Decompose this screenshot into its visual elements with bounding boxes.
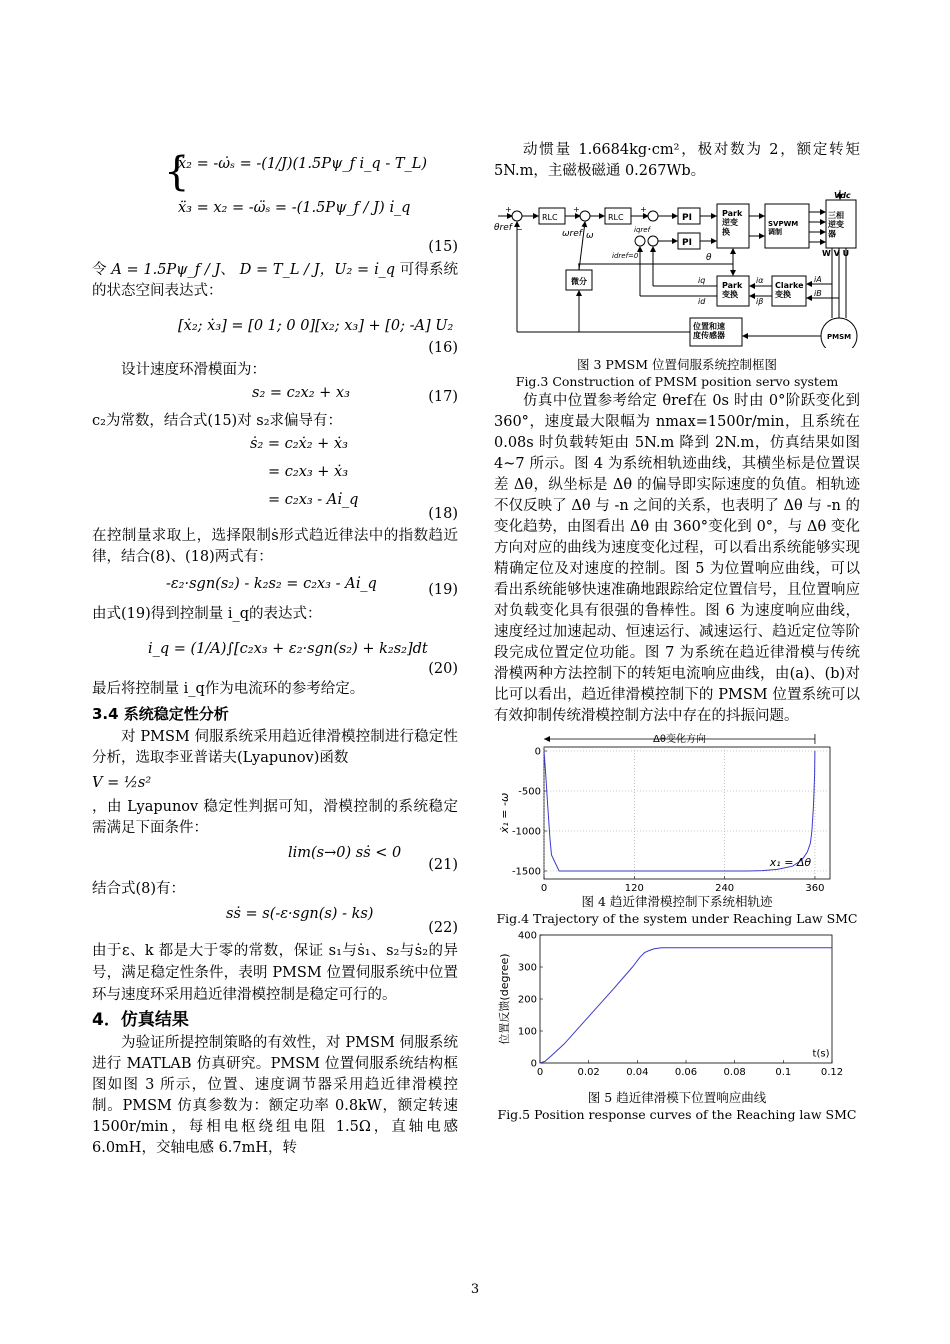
conclusion-text: 由于ε、k 都是大于零的常数，保证 s₁与ṡ₁、s₂与ṡ₂的异号，满足稳定性条件，表明 PMSM 位置伺服系统中位置环与速度环采用趋近律滑模控制是稳定可行的。	[92, 943, 458, 1003]
combine-text: 结合式(8)有：	[92, 881, 186, 897]
label-sensor: 位置和速度传感器	[693, 322, 725, 341]
def-a: A = 1.5Pψ_f / J	[111, 262, 221, 278]
x-tick-label: 0.04	[626, 1067, 649, 1078]
def-suffix: 可得系统的状态空间表达式：	[92, 262, 459, 299]
eq18-line3: = c₂x₃ - Ai̇_q	[268, 492, 359, 508]
equation-18	[92, 432, 458, 526]
label-iqref: iqref	[634, 226, 651, 234]
iq-text: 由式(19)得到控制量 i_q的表达式：	[92, 606, 322, 622]
x-axis-label: t(s)	[812, 1048, 830, 1060]
label-park: Park 变换	[722, 281, 743, 300]
equation-17	[92, 381, 458, 411]
eq18-number: (18)	[428, 506, 458, 522]
y-tick-label: -1000	[511, 826, 541, 838]
label-plus-1: +	[505, 205, 512, 214]
label-omega: ω	[586, 231, 594, 241]
eq22-body: sṡ = s(-ε·sgn(s) - ks)	[226, 906, 374, 922]
label-rlc-1: RLC	[542, 213, 558, 222]
x-tick-label: 360	[805, 883, 825, 893]
right-column	[494, 140, 860, 1123]
eq18-line1: ṡ₂ = c₂ẋ₂ + ẋ₃	[250, 436, 348, 452]
label-rlc-2: RLC	[608, 213, 624, 222]
motor-params-text: 动惯量 1.6684kg·cm²，极对数为 2，额定转矩 5N.m，主磁极磁通 0.267Wb。	[494, 142, 860, 179]
label-pi-1: PI	[682, 213, 692, 223]
fig5-caption-cn: 图 5 趋近律滑模下位置响应曲线	[587, 1090, 767, 1105]
y-tick-label: -500	[518, 786, 541, 798]
eq21-number: (21)	[428, 857, 458, 873]
eq15-number: (15)	[428, 239, 458, 255]
section-3-4-heading: 3.4 系统稳定性分析	[92, 705, 229, 723]
eq16-number: (16)	[428, 340, 458, 356]
label-theta: θ	[706, 253, 712, 263]
equation-19	[92, 568, 458, 604]
left-column	[92, 140, 458, 1159]
label-ialpha: iα	[756, 276, 764, 285]
def-d: D = T_L / J	[239, 262, 320, 278]
x-tick-label: 120	[624, 883, 644, 893]
equation-15: { ẋ₂ = -ω̇ₛ = -(1/J)(1.5Pψ_f i_q - T_L) ẍ₃ = x₂ = -ω̈ₛ = -(1.5Pψ_f / J) i̇_q (15)	[92, 140, 458, 240]
sum-junction-3	[648, 211, 658, 221]
stability-text-1: 对 PMSM 伺服系统采用趋近律滑模控制进行稳定性分析，选取李亚普诺夫(Lyapunov)函数	[92, 729, 458, 766]
eq17-body: s₂ = c₂x₂ + x₃	[252, 385, 350, 401]
eq17-number: (17)	[428, 389, 458, 405]
fig3-caption-en: Fig.3 Construction of PMSM position servo system	[515, 374, 839, 389]
lyapunov-function	[92, 769, 458, 797]
equation-22	[92, 900, 458, 940]
fig3-caption-cn: 图 3 PMSM 位置伺服系统控制框图	[577, 357, 777, 372]
y-tick-label: -1500	[511, 866, 541, 878]
design-text: 设计速度环滑模面为：	[121, 362, 266, 378]
section-4-heading: 4．仿真结果	[92, 1010, 189, 1030]
simulation-text: 为验证所提控制策略的有效性，对 PMSM 伺服系统进行 MATLAB 仿真研究。PMSM 位置伺服系统结构框图如图 3 所示，位置、速度调节器采用趋近律滑模控制。PMSM 仿真参数为：额定功率 0.8kW，额定转速 1500r/min，每相电枢绕组电阻 1.5Ω，直轴电感 6.0mH，交轴电感 6.7mH，转	[92, 1035, 458, 1156]
x-tick-label: 0.1	[775, 1067, 792, 1078]
label-wvu: W V U	[822, 249, 850, 258]
c2-text: c₂为常数，结合式(15)对 s₂求偏导有：	[92, 413, 343, 429]
sum-junction-5	[648, 236, 658, 246]
final-text: 最后将控制量 i_q作为电流环的参考给定。	[92, 681, 365, 697]
y-tick-label: 0	[530, 1058, 537, 1070]
simulation-results-text: 仿真中位置参考给定 θref在 0s 时由 0°阶跃变化到 360°，速度最大限幅为 nmax=1500r/min，且系统在 0.08s 时负载转矩由 5N.m 降到 2N.m，仿真结果如图 4~7 所示。图 4 为系统相轨迹曲线，其横坐标是位置误差 Δθ，纵坐标是 Δθ 的偏导即实际速度的负值。相轨迹不仅反映了 Δθ 与 -n 之间的关系，也表明了 Δθ 与 -n 的变化趋势，由图看出 Δθ 由 360°变化到 0°，与 Δθ 变化方向对应的曲线为速度变化过程，可以看出系统能够实现精确定位及对速度的控制。图 5 为位置响应曲线，可以看出系统能够快速准确地跟踪给定位置信号，且位置响应对负载变化具有很强的鲁棒性。图 6 为速度响应曲线，速度经过加速起动、恒速运行、减速运行、趋近定位等阶段完成位置定位功能。图 7 为系统在趋近律滑模与传统滑模两种方法控制下的转矩电流响应曲线，由(a)、(b)对比可以看出，趋近律滑模控制下的 PMSM 位置系统可以有效抑制传统滑模控制方法中存在的抖振问题。	[494, 393, 860, 724]
lyap-v: V = ½s²	[92, 775, 152, 791]
eq22-number: (22)	[428, 920, 458, 936]
eq16-body: [ẋ₂; ẋ₃] = [0 1; 0 0][x₂; x₃] + [0; -A] U₂	[178, 318, 454, 334]
fig4-phase-trajectory-chart	[494, 731, 860, 893]
eq20-body: i_q = (1/A)∫[c₂x₃ + ε₂·sgn(s₂) + k₂s₂]dt	[148, 641, 428, 657]
control-text: 在控制量求取上，选择限制ṡ形式趋近律法中的指数趋近律，结合(8)、(18)两式有：	[92, 528, 458, 565]
label-pmsm: PMSM	[827, 333, 852, 341]
label-minus-1: −	[516, 225, 523, 234]
label-plus-3: +	[640, 205, 647, 214]
x-tick-label: 0	[536, 1067, 544, 1078]
eq18-line2: = c₂x₃ + ẋ₃	[268, 464, 349, 480]
fig4-caption-en: Fig.4 Trajectory of the system under Reaching Law SMC	[496, 911, 858, 926]
label-inverter: 三相逆变器	[828, 211, 844, 239]
x-tick-label: 0	[540, 883, 548, 893]
label-iA: iA	[814, 275, 822, 284]
label-ibeta: iβ	[756, 297, 764, 306]
x-tick-label: 0.02	[577, 1067, 600, 1078]
fig5-caption-en: Fig.5 Position response curves of the Reaching law SMC	[497, 1107, 857, 1122]
eq19-number: (19)	[428, 582, 458, 598]
label-theta-ref: θref	[494, 223, 512, 233]
y-tick-label: 100	[517, 1026, 537, 1038]
fig5-position-response-chart	[494, 929, 860, 1089]
x-tick-label: 240	[715, 883, 735, 893]
plot-frame	[540, 935, 832, 1063]
equation-16	[92, 302, 458, 360]
eq15-line2: ẍ₃ = x₂ = -ω̈ₛ = -(1.5Pψ_f / J) i̇_q	[178, 200, 411, 216]
y-tick-label: 200	[517, 994, 537, 1006]
y-axis-label: ẋ₁ = -ω	[498, 792, 511, 834]
equation-20	[92, 625, 458, 679]
label-iB: iB	[814, 289, 822, 298]
label-iq: iq	[698, 276, 706, 285]
x-tick-label: 0.12	[820, 1067, 844, 1078]
direction-annotation: Δθ变化方向	[652, 734, 706, 745]
sum-junction-1	[512, 211, 522, 221]
direction-arrow-head	[544, 736, 550, 742]
def-prefix: 令	[92, 262, 107, 278]
x-tick-label: 0.08	[723, 1067, 746, 1078]
label-vdc: Vdc	[834, 191, 851, 200]
y-tick-label: 300	[517, 962, 537, 974]
label-clarke: Clarke 变换	[775, 281, 804, 300]
label-id: id	[698, 297, 706, 306]
def-sep: 、	[220, 262, 235, 278]
y-tick-label: 0	[534, 746, 541, 758]
label-pi-2: PI	[682, 238, 692, 248]
equation-21	[92, 839, 458, 879]
eq21-body: lim(s→0) sṡ < 0	[288, 845, 402, 861]
label-idref: idref=0	[612, 252, 639, 260]
x-tick-label: 0.06	[674, 1067, 698, 1078]
definition-paragraph	[92, 260, 458, 302]
stability-text-2: ，由 Lyapunov 稳定性判据可知，滑模控制的系统稳定需满足下面条件：	[92, 799, 458, 836]
fig3-block-diagram	[494, 190, 860, 348]
label-diff: 微分	[571, 277, 587, 286]
label-park-inverse: Park 逆变换	[722, 209, 743, 237]
eq19-body: -ε₂·sgn(s₂) - k₂s₂ = c₂x₃ - Ai̇_q	[166, 576, 377, 592]
fig4-caption-cn: 图 4 趋近律滑模控制下系统相轨迹	[581, 894, 773, 909]
y-tick-label: 400	[517, 930, 537, 942]
label-omega-ref: ωref	[562, 229, 582, 239]
sum-junction-4	[635, 236, 645, 246]
sum-junction-2	[580, 211, 590, 221]
page-number: 3	[470, 1282, 480, 1297]
y-axis-label: 位置反馈(degree)	[498, 953, 511, 1045]
eq20-number: (20)	[428, 661, 458, 677]
label-svpwm: SVPWM 调制	[768, 220, 799, 237]
def-u: ，U₂ = i̇_q	[319, 262, 396, 278]
label-plus-2: +	[573, 205, 580, 214]
eq15-line1: ẋ₂ = -ω̇ₛ = -(1/J)(1.5Pψ_f i_q - T_L)	[178, 156, 428, 172]
x-axis-label: x₁ = Δθ	[769, 856, 812, 870]
